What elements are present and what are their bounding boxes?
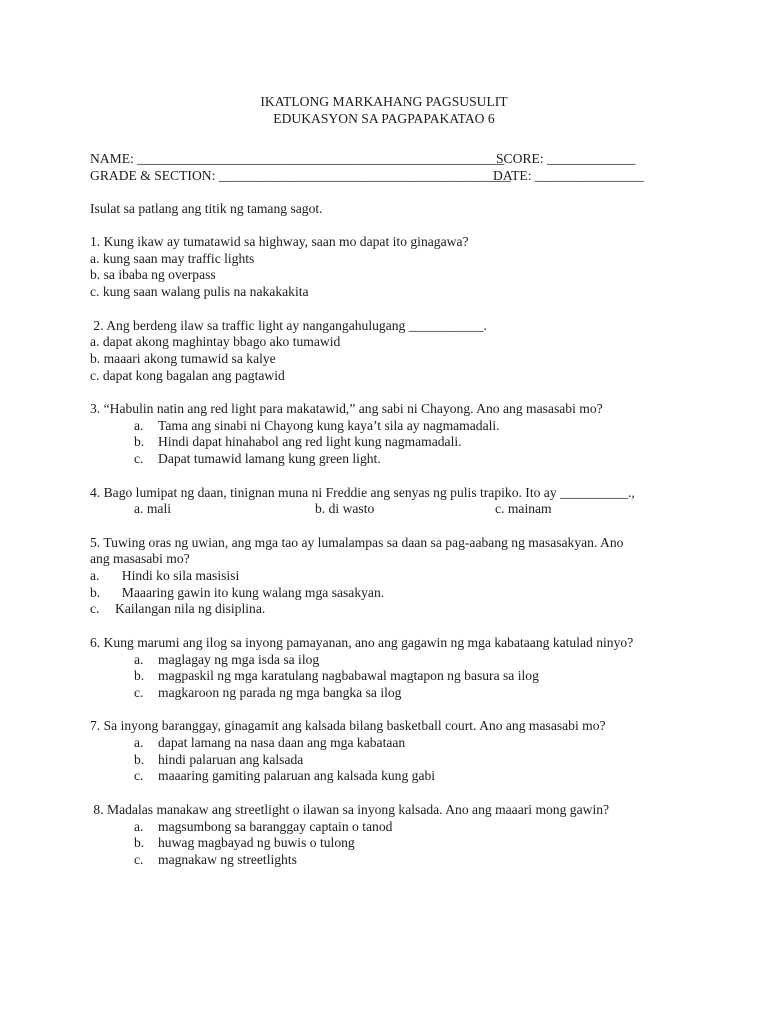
- option-letter: b.: [134, 434, 145, 450]
- option-a: [90, 568, 690, 585]
- option-text: maaaring gamiting palaruan ang kalsada kung gabi: [158, 768, 436, 784]
- score-field: SCORE: _____________: [496, 151, 636, 166]
- option-b: b. sa ibaba ng overpass: [90, 267, 216, 283]
- question-7: [90, 718, 690, 785]
- option-letter: b.: [134, 751, 145, 767]
- question-text: 6. Kung marumi ang ilog sa inyong pamayanan, ano ang gagawin ng mga kabataang katulad ninyo?: [90, 634, 634, 650]
- option-b: [90, 434, 690, 451]
- option-c: c. mainam: [495, 501, 552, 517]
- option-text: Dapat tumawid lamang kung green light.: [158, 451, 381, 467]
- option-a: a. kung saan may traffic lights: [90, 250, 255, 266]
- option-text: magnakaw ng streetlights: [158, 851, 297, 867]
- question-text: 1. Kung ikaw ay tumatawid sa highway, saan mo dapat ito ginagawa?: [90, 234, 469, 250]
- option-text: Kailangan nila ng disiplina.: [115, 601, 266, 617]
- option-text: Maaaring gawin ito kung walang mga sasakyan.: [115, 584, 385, 600]
- option-text: magpaskil ng mga karatulang nagbabawal magtapon ng basura sa ilog: [158, 668, 539, 684]
- option-text: Tama ang sinabi ni Chayong kung kaya’t sila ay nagmamadali.: [158, 417, 500, 433]
- option-a: [90, 652, 690, 669]
- option-letter: a.: [134, 417, 144, 433]
- option-b: [90, 585, 690, 602]
- option-c: [90, 451, 690, 468]
- option-letter: c.: [134, 851, 144, 867]
- option-letter: c.: [134, 451, 144, 467]
- option-c: c. dapat kong bagalan ang pagtawid: [90, 367, 285, 383]
- option-c: [90, 852, 690, 869]
- option-a: [90, 735, 690, 752]
- question-text: 5. Tuwing oras ng uwian, ang mga tao ay lumalampas sa daan sa pag-aabang ng masasakyan. Ano: [90, 534, 624, 550]
- question-4: [90, 485, 690, 518]
- question-8: [90, 802, 690, 869]
- option-letter: a.: [134, 735, 144, 751]
- option-b: b. di wasto: [315, 501, 375, 517]
- option-letter: a.: [134, 818, 144, 834]
- option-b: b. maaari akong tumawid sa kalye: [90, 350, 276, 366]
- grade-section-field: GRADE & SECTION: ___________________________________________: [90, 168, 512, 183]
- option-letter: b.: [90, 584, 101, 600]
- option-text: magkaroon ng parada ng mga bangka sa ilog: [158, 684, 402, 700]
- worksheet-header: [78, 93, 690, 127]
- question-2: [90, 318, 690, 385]
- option-text: magsumbong sa baranggay captain o tanod: [158, 818, 393, 834]
- exam-title: IKATLONG MARKAHANG PAGSUSULIT: [260, 94, 508, 109]
- worksheet-page: [90, 93, 690, 869]
- option-letter: a.: [134, 651, 144, 667]
- question-1: [90, 234, 690, 301]
- option-c: [90, 685, 690, 702]
- option-c: [90, 601, 690, 618]
- inline-options: [90, 501, 690, 518]
- question-text: 8. Madalas manakaw ang streetlight o ilawan sa inyong kalsada. Ano ang maaari mong gawin?: [90, 801, 610, 817]
- option-a: [90, 819, 690, 836]
- option-c: c. kung saan walang pulis na nakakakita: [90, 284, 309, 300]
- option-b: [90, 668, 690, 685]
- option-letter: a.: [90, 568, 100, 584]
- option-text: dapat lamang na nasa daan ang mga kabataan: [158, 735, 406, 751]
- option-text: hindi palaruan ang kalsada: [158, 751, 304, 767]
- option-text: huwag magbayad ng buwis o tulong: [158, 835, 355, 851]
- option-c: [90, 768, 690, 785]
- question-text: 4. Bago lumipat ng daan, tinignan muna ni Freddie ang senyas ng pulis trapiko. Ito ay __________.,: [90, 484, 635, 500]
- student-info: [90, 150, 690, 184]
- option-text: Hindi dapat hinahabol ang red light kung nagmamadali.: [158, 434, 462, 450]
- question-text: 2. Ang berdeng ilaw sa traffic light ay nangangahulugang ___________.: [90, 317, 487, 333]
- option-a: a. mali: [134, 501, 171, 517]
- option-text: maglagay ng mga isda sa ilog: [158, 651, 320, 667]
- name-field: NAME: ______________________________________________________: [90, 151, 505, 166]
- question-text: 7. Sa inyong baranggay, ginagamit ang kalsada bilang basketball court. Ano ang masasabi mo?: [90, 718, 606, 734]
- option-a: a. dapat akong maghintay bbago ako tumawid: [90, 334, 341, 350]
- question-3: [90, 401, 690, 468]
- question-6: [90, 635, 690, 702]
- option-letter: b.: [134, 668, 145, 684]
- option-letter: c.: [134, 684, 144, 700]
- date-field: DATE: ________________: [493, 168, 644, 183]
- option-b: [90, 752, 690, 769]
- question-text: 3. “Habulin natin ang red light para makatawid,” ang sabi ni Chayong. Ano ang masasabi mo?: [90, 401, 603, 417]
- subject-title: EDUKASYON SA PAGPAPAKATAO 6: [273, 111, 495, 126]
- question-5: [90, 535, 690, 619]
- question-text-cont: ang masasabi mo?: [90, 551, 190, 567]
- option-text: Hindi ko sila masisisi: [115, 568, 240, 584]
- option-letter: c.: [134, 768, 144, 784]
- instruction-text: Isulat sa patlang ang titik ng tamang sagot.: [90, 200, 323, 216]
- option-a: [90, 418, 690, 435]
- option-letter: c.: [90, 601, 100, 617]
- option-b: [90, 835, 690, 852]
- option-letter: b.: [134, 835, 145, 851]
